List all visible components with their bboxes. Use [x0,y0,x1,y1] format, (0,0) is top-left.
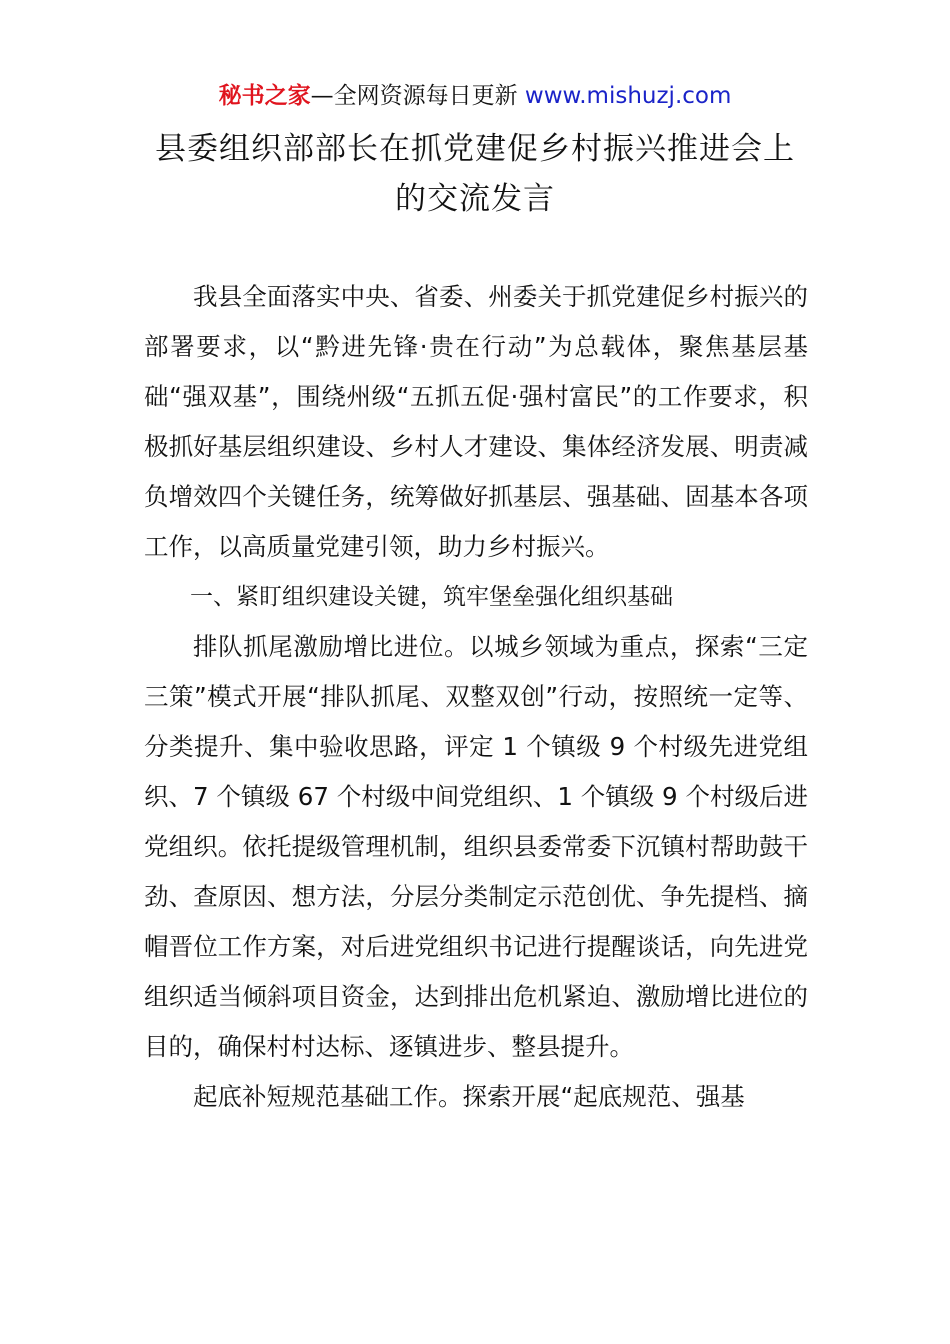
body-paragraph-ranking: 排队抓尾激励增比进位。以城乡领域为重点，探索“三定三策”模式开展“排队抓尾、双整双创”行动，按照统一定等、分类提升、集中验收思路，评定 1 个镇级 9 个村级先进党组织、7 个镇级 67 个村级中间党组织、1 个镇级 9 个村级后进党组织。依托提级管理机制，组织县委常委下沉镇村帮助鼓干劲、查原因、想方法，分层分类制定示范创优、争先提档、摘帽晋位工作方案，对后进党组织书记进行提醒谈话，向先进党组织适当倾斜项目资金，达到排出危机紧迫、激励增比进位的目的，确保村村达标、逐镇进步、整县提升。 [144,632,808,1061]
document-body [144,272,808,1122]
title-line-2: 的交流发言 [395,181,555,217]
document-title [120,124,830,224]
title-line-1: 县委组织部部长在抓党建促乡村振兴推进会上 [155,131,795,167]
header-tagline: —全网资源每日更新 [310,83,525,109]
body-paragraph-foundation: 起底补短规范基础工作。探索开展“起底规范、强基 [193,1082,745,1111]
site-header [0,80,950,112]
intro-paragraph: 我县全面落实中央、省委、州委关于抓党建促乡村振兴的部署要求，以“黔进先锋·贵在行动”为总载体，聚焦基层基础“强双基”，围绕州级“五抓五促·强村富民”的工作要求，积极抓好基层组织建设、乡村人才建设、集体经济发展、明责减负增效四个关键任务，统筹做好抓基层、强基础、固基本各项工作，以高质量党建引领，助力乡村振兴。 [144,282,808,561]
brand-name: 秘书之家 [218,83,311,109]
site-url-link[interactable]: www.mishuzj.com [524,83,732,109]
section-heading-1: 一、紧盯组织建设关键，筑牢堡垒强化组织基础 [190,584,673,610]
